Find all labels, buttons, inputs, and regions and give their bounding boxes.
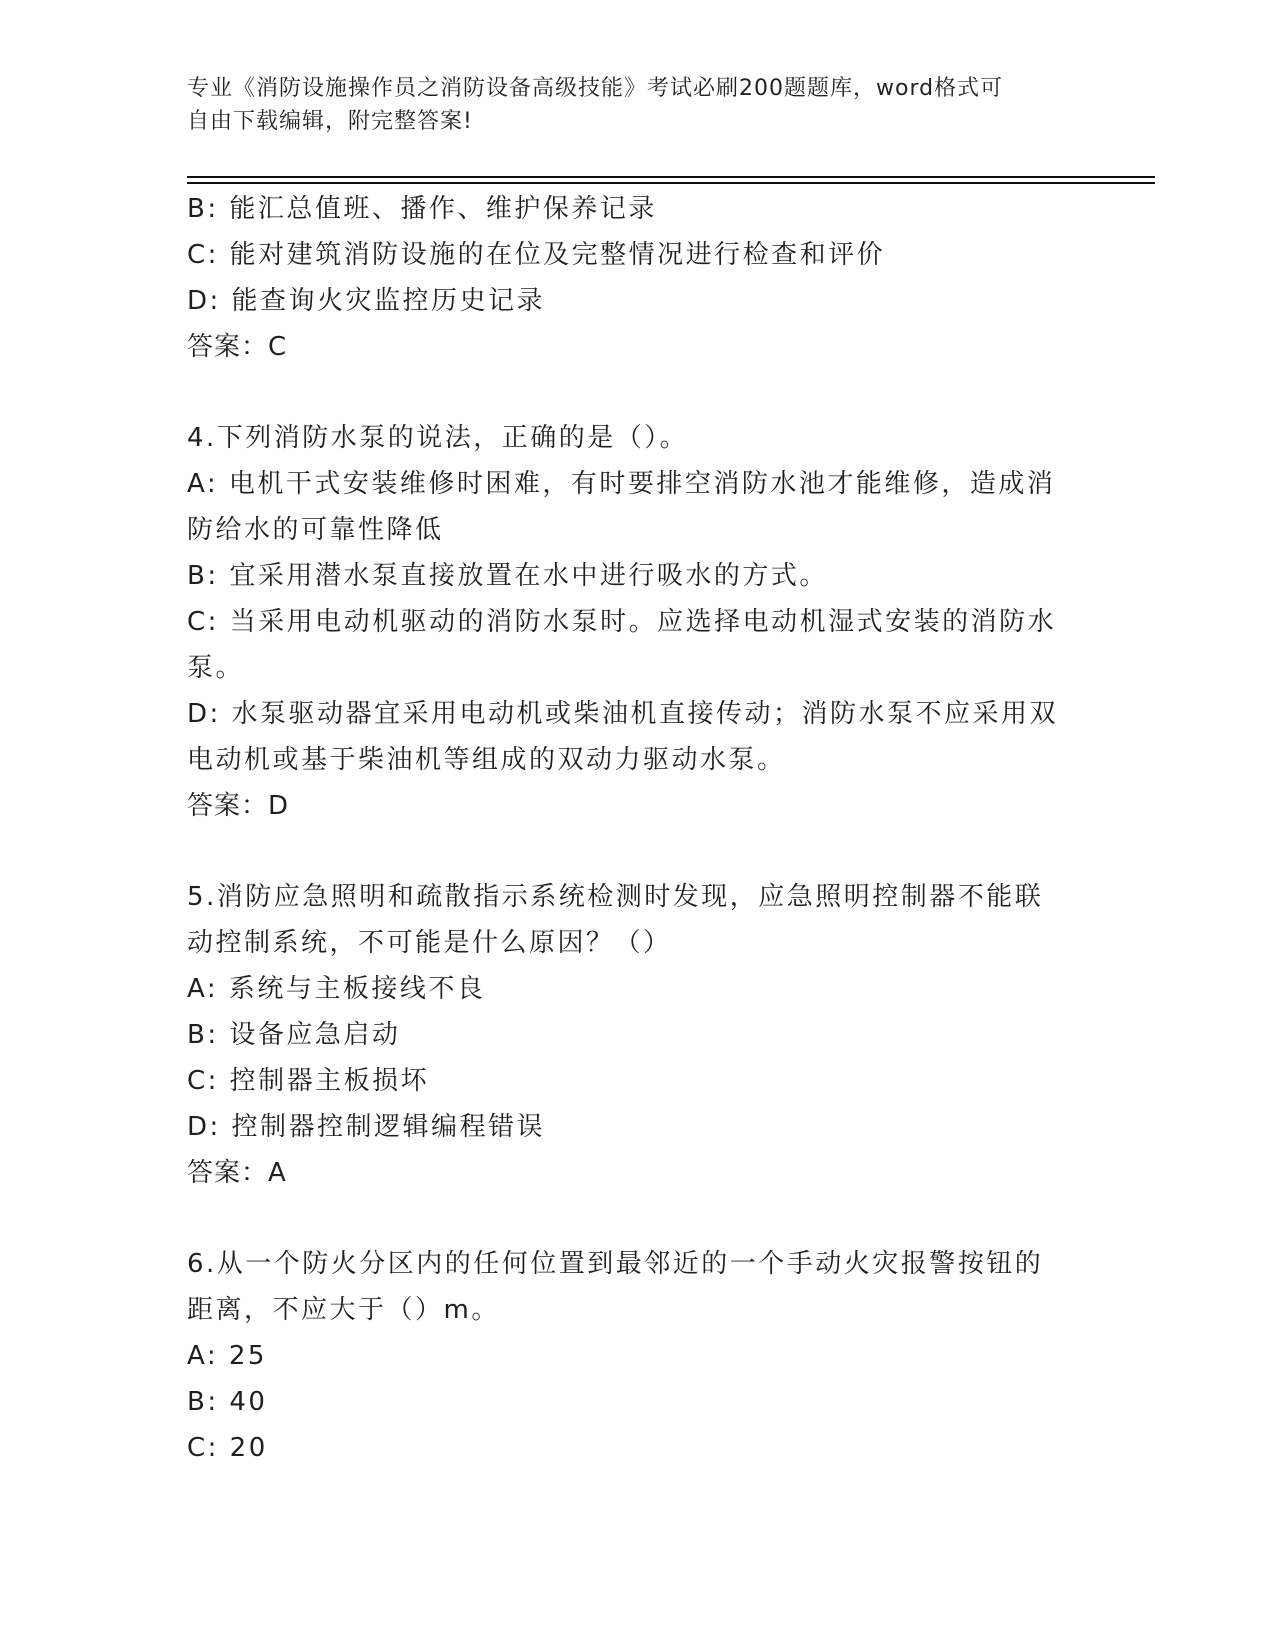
question-content <box>187 186 1087 1471</box>
header-divider-top <box>187 176 1155 178</box>
question-spacer <box>187 370 1087 415</box>
question-stem-line-1: 6.从一个防火分区内的任何位置到最邻近的一个手动火灾报警按钮的 <box>187 1249 1044 1279</box>
question-6 <box>187 1241 1087 1471</box>
option-a: A: 25 <box>187 1341 267 1371</box>
option-a-line-1: A: 电机干式安装维修时困难，有时要排空消防水池才能维修，造成消 <box>187 469 1056 499</box>
header-divider-bottom <box>187 182 1155 184</box>
option-d: D: 能查询火灾监控历史记录 <box>187 286 546 316</box>
option-c: C: 能对建筑消防设施的在位及完整情况进行检查和评价 <box>187 240 886 270</box>
question-stem-line-2: 动控制系统，不可能是什么原因？（） <box>187 928 672 958</box>
question-3-continuation <box>187 186 1087 370</box>
question-stem-line-1: 5.消防应急照明和疏散指示系统检测时发现，应急照明控制器不能联 <box>187 882 1044 912</box>
option-b: B: 40 <box>187 1387 268 1417</box>
question-spacer <box>187 1196 1087 1241</box>
document-header <box>187 72 1067 138</box>
question-4 <box>187 415 1087 829</box>
option-c-line-1: C: 当采用电动机驱动的消防水泵时。应选择电动机湿式安装的消防水 <box>187 607 1057 637</box>
answer-line: 答案：D <box>187 791 290 821</box>
option-d-line-1: D: 水泵驱动器宜采用电动机或柴油机直接传动；消防水泵不应采用双 <box>187 699 1059 729</box>
question-stem-line-2: 距离，不应大于（）m。 <box>187 1295 500 1325</box>
option-b: B: 能汇总值班、播作、维护保养记录 <box>187 194 657 224</box>
option-d: D: 控制器控制逻辑编程错误 <box>187 1112 546 1142</box>
option-c: C: 控制器主板损坏 <box>187 1066 430 1096</box>
question-stem: 4.下列消防水泵的说法，正确的是（）。 <box>187 423 689 453</box>
answer-line: 答案：A <box>187 1158 287 1188</box>
option-d-line-2: 电动机或基于柴油机等组成的双动力驱动水泵。 <box>187 745 786 775</box>
option-c: C: 20 <box>187 1433 268 1463</box>
option-a: A: 系统与主板接线不良 <box>187 974 486 1004</box>
header-title-line-2: 自由下载编辑，附完整答案! <box>187 109 473 134</box>
answer-line: 答案：C <box>187 332 288 362</box>
question-spacer <box>187 829 1087 874</box>
option-a-line-2: 防给水的可靠性降低 <box>187 515 444 545</box>
question-5 <box>187 874 1087 1196</box>
option-c-line-2: 泵。 <box>187 653 245 683</box>
option-b: B: 设备应急启动 <box>187 1020 401 1050</box>
header-title-line-1: 专业《消防设施操作员之消防设备高级技能》考试必刷200题题库，word格式可 <box>187 76 1004 101</box>
option-b: B: 宜采用潜水泵直接放置在水中进行吸水的方式。 <box>187 561 828 591</box>
